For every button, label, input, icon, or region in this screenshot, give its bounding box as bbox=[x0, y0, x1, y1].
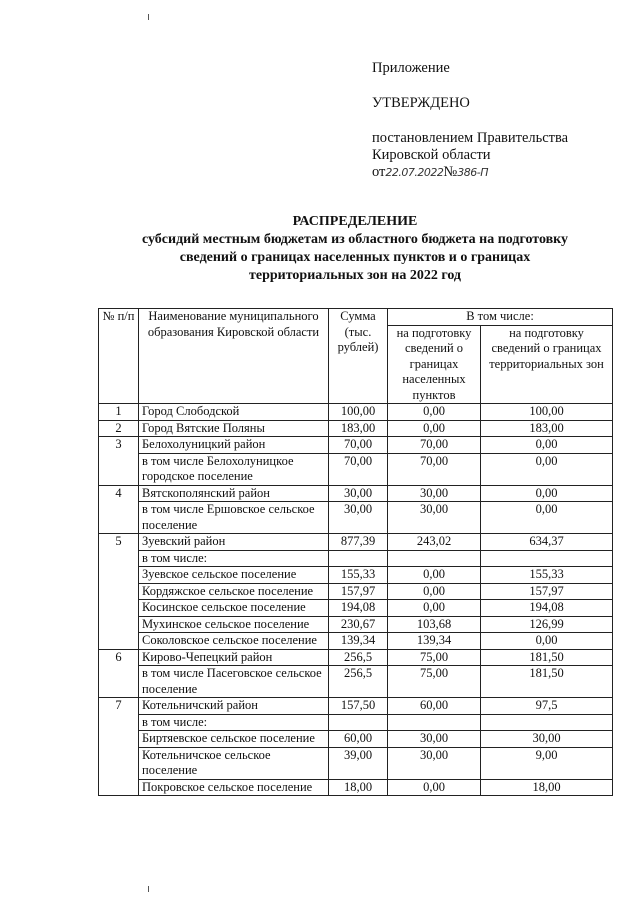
zones-value: 157,97 bbox=[481, 583, 613, 600]
municipality-name: Кордяжское сельское поселение bbox=[139, 583, 329, 600]
municipality-name: в том числе Пасеговское сельское поселение bbox=[139, 666, 329, 698]
appendix-label: Приложение bbox=[372, 60, 450, 76]
sum-value: 256,5 bbox=[329, 666, 388, 698]
municipality-name: Зуевский район bbox=[139, 534, 329, 551]
zones-value: 0,00 bbox=[481, 437, 613, 454]
title-line: РАСПРЕДЕЛЕНИЕ bbox=[292, 214, 418, 229]
sum-value: 877,39 bbox=[329, 534, 388, 551]
row-number: 1 bbox=[99, 404, 139, 421]
sum-value: 157,97 bbox=[329, 583, 388, 600]
scan-mark bbox=[148, 886, 149, 892]
header-sum: Сумма (тыс. рублей) bbox=[329, 309, 388, 404]
sum-value: 155,33 bbox=[329, 567, 388, 584]
settlements-value: 0,00 bbox=[388, 600, 481, 617]
sum-value: 157,50 bbox=[329, 698, 388, 715]
sum-value: 256,5 bbox=[329, 649, 388, 666]
municipality-name: Вятскополянский район bbox=[139, 485, 329, 502]
sum-value: 30,00 bbox=[329, 485, 388, 502]
municipality-name: Белохолуницкий район bbox=[139, 437, 329, 454]
approved-label: УТВЕРЖДЕНО bbox=[372, 95, 470, 111]
table-row bbox=[99, 779, 613, 796]
row-number: 6 bbox=[99, 649, 139, 698]
zones-value: 18,00 bbox=[481, 779, 613, 796]
title-line: субсидий местным бюджетам из областного бюджета на подготовку bbox=[141, 232, 569, 247]
zones-value: 9,00 bbox=[481, 747, 613, 779]
table-row bbox=[99, 616, 613, 633]
municipality-name: Зуевское сельское поселение bbox=[139, 567, 329, 584]
settlements-value: 60,00 bbox=[388, 698, 481, 715]
zones-value: 0,00 bbox=[481, 502, 613, 534]
handwritten-date: 22.07.2022 bbox=[385, 166, 444, 179]
municipality-name: в том числе Ершовское сельское поселение bbox=[139, 502, 329, 534]
municipality-name: в том числе Белохолуницкое городское поселение bbox=[139, 453, 329, 485]
scan-mark bbox=[148, 14, 149, 20]
sum-value: 60,00 bbox=[329, 731, 388, 748]
table-row bbox=[99, 567, 613, 584]
table-row bbox=[99, 714, 613, 731]
municipality-name: Котельничское сельское поселение bbox=[139, 747, 329, 779]
row-number: 5 bbox=[99, 534, 139, 650]
table-row bbox=[99, 583, 613, 600]
sum-value: 30,00 bbox=[329, 502, 388, 534]
table-row bbox=[99, 698, 613, 715]
settlements-value: 70,00 bbox=[388, 437, 481, 454]
table-row bbox=[99, 404, 613, 421]
municipality-name: Котельничский район bbox=[139, 698, 329, 715]
zones-value: 0,00 bbox=[481, 633, 613, 650]
sum-value: 230,67 bbox=[329, 616, 388, 633]
row-number: 2 bbox=[99, 420, 139, 437]
municipality-name: Соколовское сельское поселение bbox=[139, 633, 329, 650]
header-zones: на подготовку сведений о границах территориальных зон bbox=[481, 325, 613, 404]
municipality-name: Кирово-Чепецкий район bbox=[139, 649, 329, 666]
sum-value: 70,00 bbox=[329, 453, 388, 485]
header-settlements: на подготовку сведений о границах населенных пунктов bbox=[388, 325, 481, 404]
table-row bbox=[99, 502, 613, 534]
table-row bbox=[99, 550, 613, 567]
zones-value: 181,50 bbox=[481, 666, 613, 698]
settlements-value: 0,00 bbox=[388, 567, 481, 584]
settlements-value: 0,00 bbox=[388, 420, 481, 437]
table-row bbox=[99, 420, 613, 437]
decree-date-line bbox=[372, 164, 568, 181]
zones-value bbox=[481, 714, 613, 731]
sum-value bbox=[329, 714, 388, 731]
settlements-value: 70,00 bbox=[388, 453, 481, 485]
table-row bbox=[99, 534, 613, 551]
settlements-value: 0,00 bbox=[388, 583, 481, 600]
municipality-name: Косинское сельское поселение bbox=[139, 600, 329, 617]
sum-value bbox=[329, 550, 388, 567]
row-number: 3 bbox=[99, 437, 139, 486]
row-number: 4 bbox=[99, 485, 139, 534]
header-num: № п/п bbox=[99, 309, 139, 404]
settlements-value: 30,00 bbox=[388, 731, 481, 748]
municipality-name: Покровское сельское поселение bbox=[139, 779, 329, 796]
settlements-value bbox=[388, 714, 481, 731]
sum-value: 18,00 bbox=[329, 779, 388, 796]
title-line: территориальных зон на 2022 год bbox=[248, 268, 462, 283]
settlements-value: 30,00 bbox=[388, 502, 481, 534]
zones-value: 181,50 bbox=[481, 649, 613, 666]
header-name: Наименование муниципального образования Кировской области bbox=[139, 309, 329, 404]
settlements-value: 30,00 bbox=[388, 747, 481, 779]
settlements-value: 30,00 bbox=[388, 485, 481, 502]
header-including: В том числе: bbox=[388, 309, 613, 326]
municipality-name: в том числе: bbox=[139, 714, 329, 731]
settlements-value: 103,68 bbox=[388, 616, 481, 633]
table-row bbox=[99, 485, 613, 502]
table-row bbox=[99, 666, 613, 698]
zones-value: 0,00 bbox=[481, 485, 613, 502]
decree-line1: постановлением Правительства bbox=[372, 130, 569, 146]
table-row bbox=[99, 437, 613, 454]
date-prefix: от bbox=[372, 164, 386, 180]
zones-value: 634,37 bbox=[481, 534, 613, 551]
municipality-name: Мухинское сельское поселение bbox=[139, 616, 329, 633]
approval-block bbox=[372, 60, 568, 181]
municipality-name: Биртяевское сельское поселение bbox=[139, 731, 329, 748]
zones-value: 30,00 bbox=[481, 731, 613, 748]
settlements-value: 0,00 bbox=[388, 779, 481, 796]
zones-value bbox=[481, 550, 613, 567]
settlements-value: 75,00 bbox=[388, 666, 481, 698]
document-title bbox=[98, 213, 612, 285]
settlements-value: 243,02 bbox=[388, 534, 481, 551]
settlements-value: 75,00 bbox=[388, 649, 481, 666]
settlements-value bbox=[388, 550, 481, 567]
sum-value: 139,34 bbox=[329, 633, 388, 650]
handwritten-number: 386-П bbox=[457, 166, 488, 179]
sum-value: 70,00 bbox=[329, 437, 388, 454]
zones-value: 194,08 bbox=[481, 600, 613, 617]
municipality-name: Город Слободской bbox=[139, 404, 329, 421]
sum-value: 183,00 bbox=[329, 420, 388, 437]
sum-value: 100,00 bbox=[329, 404, 388, 421]
title-line: сведений о границах населенных пунктов и о границах bbox=[179, 250, 531, 265]
table-row bbox=[99, 649, 613, 666]
zones-value: 155,33 bbox=[481, 567, 613, 584]
table-row bbox=[99, 600, 613, 617]
zones-value: 0,00 bbox=[481, 453, 613, 485]
decree-line2: Кировской области bbox=[372, 147, 491, 163]
municipality-name: в том числе: bbox=[139, 550, 329, 567]
table-row bbox=[99, 747, 613, 779]
distribution-table bbox=[98, 308, 613, 796]
number-prefix: № bbox=[443, 164, 458, 180]
table-row bbox=[99, 731, 613, 748]
settlements-value: 0,00 bbox=[388, 404, 481, 421]
zones-value: 97,5 bbox=[481, 698, 613, 715]
table-row bbox=[99, 453, 613, 485]
table-row bbox=[99, 633, 613, 650]
zones-value: 183,00 bbox=[481, 420, 613, 437]
sum-value: 39,00 bbox=[329, 747, 388, 779]
row-number: 7 bbox=[99, 698, 139, 796]
municipality-name: Город Вятские Поляны bbox=[139, 420, 329, 437]
zones-value: 126,99 bbox=[481, 616, 613, 633]
zones-value: 100,00 bbox=[481, 404, 613, 421]
sum-value: 194,08 bbox=[329, 600, 388, 617]
settlements-value: 139,34 bbox=[388, 633, 481, 650]
